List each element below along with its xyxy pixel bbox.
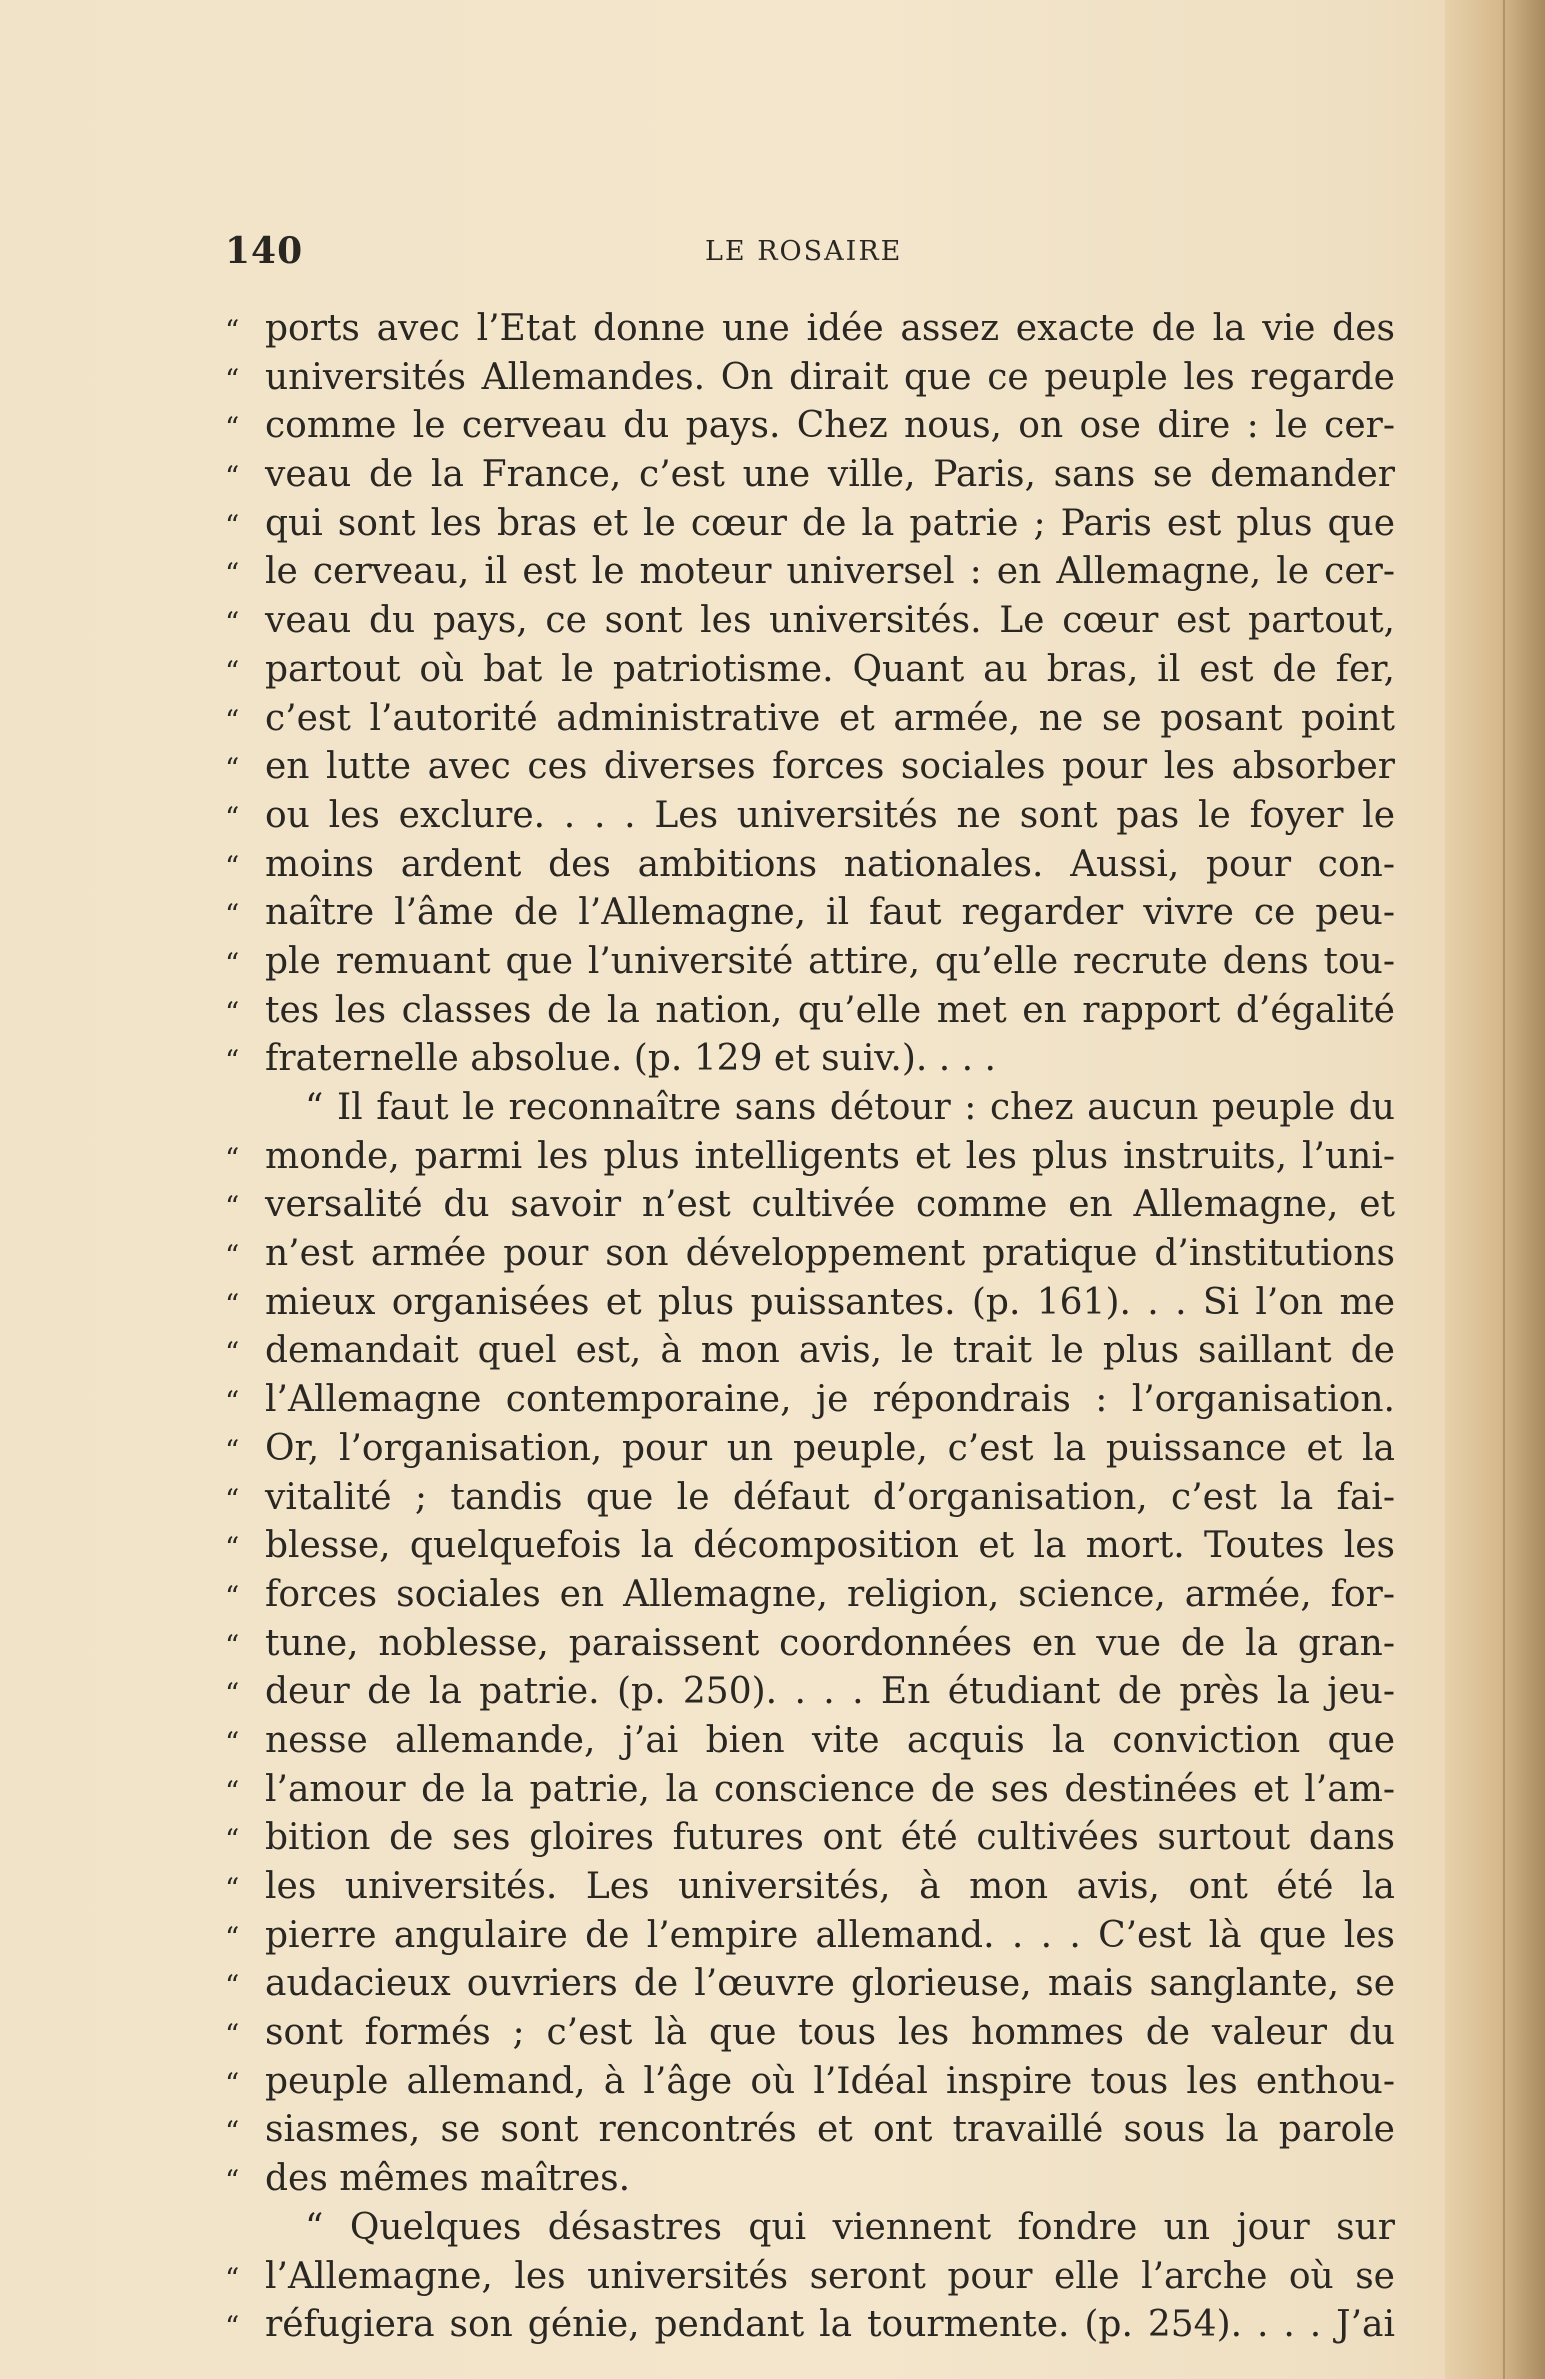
- text-line: [225, 2009, 1395, 2058]
- line-text: en lutte avec ces diverses forces sociales pour les absorber: [265, 746, 1395, 788]
- quote-mark: “: [225, 2018, 240, 2052]
- quote-mark: “: [225, 1433, 240, 1467]
- text-line: [225, 1814, 1395, 1863]
- text-line: [225, 743, 1395, 792]
- line-text: des mêmes maîtres.: [265, 2158, 631, 2200]
- text-line: [225, 1327, 1395, 1376]
- line-text: moins ardent des ambitions nationales. Aussi, pour con-: [265, 843, 1395, 885]
- text-line: [225, 305, 1395, 354]
- line-text: universités Allemandes. On dirait que ce peuple les regarde: [265, 356, 1395, 398]
- page-edge-line: [1503, 0, 1505, 2379]
- line-text: ou les exclure. . . . Les universités ne sont pas le foyer le: [265, 794, 1395, 836]
- line-text: mieux organisées et plus puissantes. (p. 161). . . Si l’on me: [265, 1281, 1395, 1323]
- text-line: [225, 354, 1395, 403]
- line-text: audacieux ouvriers de l’œuvre glorieuse, mais sanglante, se: [265, 1963, 1395, 2005]
- body-text: [225, 305, 1395, 2350]
- quote-mark: “: [225, 752, 240, 786]
- page-gutter-edge: [1445, 0, 1545, 2379]
- line-text: demandait quel est, à mon avis, le trait le plus saillant de: [265, 1330, 1395, 1372]
- text-line: [225, 2301, 1395, 2350]
- quote-mark: “: [225, 1823, 240, 1857]
- text-line: [225, 1863, 1395, 1912]
- text-line: [225, 938, 1395, 987]
- line-text: les universités. Les universités, à mon avis, ont été la: [265, 1866, 1395, 1907]
- text-line: [225, 2106, 1395, 2155]
- quote-mark: “: [225, 1239, 240, 1273]
- line-text: forces sociales en Allemagne, religion, science, armée, for-: [265, 1573, 1395, 1615]
- text-line: [225, 1571, 1395, 1620]
- text-line: [225, 1522, 1395, 1571]
- line-text: blesse, quelquefois la décomposition et la mort. Toutes les: [265, 1525, 1395, 1567]
- quote-mark: “: [225, 1725, 240, 1759]
- text-line: [225, 1912, 1395, 1961]
- line-text: siasmes, se sont rencontrés et ont travaillé sous la parole: [265, 2109, 1395, 2151]
- page-number: 140: [225, 230, 304, 272]
- quote-mark: “: [225, 995, 240, 1029]
- text-line: [225, 1279, 1395, 1328]
- quote-mark: “: [225, 1969, 240, 2003]
- line-text: partout où bat le patriotisme. Quant au bras, il est de fer,: [265, 648, 1395, 690]
- text-line: [225, 1133, 1395, 1182]
- text-line: [225, 1474, 1395, 1523]
- quote-mark: “: [225, 1336, 240, 1370]
- line-text: deur de la patrie. (p. 250). . . . En étudiant de près la jeu-: [265, 1671, 1395, 1713]
- text-line: [225, 451, 1395, 500]
- text-line: [225, 1425, 1395, 1474]
- quote-mark: “: [225, 1141, 240, 1175]
- quote-mark: “: [225, 703, 240, 737]
- text-line: [225, 2253, 1395, 2302]
- quote-mark: “: [225, 1287, 240, 1321]
- line-text: Or, l’organisation, pour un peuple, c’est la puissance et la: [265, 1427, 1395, 1469]
- paragraph-start-line: [225, 1084, 1395, 1133]
- quote-mark: “: [225, 2115, 240, 2149]
- text-line: [225, 889, 1395, 938]
- running-title: LE ROSAIRE: [705, 236, 903, 267]
- text-line: [225, 548, 1395, 597]
- text-line: [225, 792, 1395, 841]
- line-text: ports avec l’Etat donne une idée assez exacte de la vie des: [265, 308, 1395, 349]
- line-text: veau du pays, ce sont les universités. Le cœur est partout,: [265, 600, 1395, 642]
- line-text: qui sont les bras et le cœur de la patrie ; Paris est plus que: [265, 502, 1395, 544]
- line-text: n’est armée pour son développement pratique d’institutions: [265, 1233, 1395, 1275]
- text-line: [225, 1181, 1395, 1230]
- quote-mark: “: [225, 800, 240, 834]
- text-line: [225, 2058, 1395, 2107]
- text-line: [225, 841, 1395, 890]
- quote-mark: “: [225, 1044, 240, 1078]
- quote-mark: “: [225, 1677, 240, 1711]
- line-text: sont formés ; c’est là que tous les hommes de valeur du: [265, 2012, 1395, 2054]
- text-line: [225, 402, 1395, 451]
- text-line: [225, 695, 1395, 744]
- line-text: fraternelle absolue. (p. 129 et suiv.). . . .: [265, 1038, 996, 1080]
- line-text: l’Allemagne, les universités seront pour elle l’arche où se: [265, 2255, 1395, 2297]
- quote-mark: “: [225, 1920, 240, 1954]
- quote-mark: “: [225, 557, 240, 591]
- quote-mark: “: [225, 2066, 240, 2100]
- quote-mark: “: [225, 2261, 240, 2295]
- line-text: comme le cerveau du pays. Chez nous, on ose dire : le cer-: [265, 405, 1395, 447]
- line-text: le cerveau, il est le moteur universel : en Allemagne, le cer-: [265, 551, 1395, 593]
- quote-mark: “: [225, 654, 240, 688]
- quote-mark: “: [225, 1628, 240, 1662]
- quote-mark: “: [225, 508, 240, 542]
- line-text: réfugiera son génie, pendant la tourmente. (p. 254). . . . J’ai: [265, 2304, 1395, 2346]
- text-line: [225, 1620, 1395, 1669]
- line-text: ple remuant que l’université attire, qu’elle recrute dens tou-: [265, 940, 1395, 982]
- quote-mark: “: [225, 314, 240, 347]
- line-text: peuple allemand, à l’âge où l’Idéal inspire tous les enthou-: [265, 2060, 1395, 2102]
- line-text: “ Il faut le reconnaître sans détour : chez aucun peuple du: [305, 1087, 1395, 1128]
- text-line: [225, 2155, 1395, 2204]
- text-line: [225, 1717, 1395, 1766]
- line-text: l’Allemagne contemporaine, je répondrais : l’organisation.: [265, 1379, 1395, 1421]
- quote-mark: “: [225, 1190, 240, 1224]
- line-text: “ Quelques désastres qui viennent fondre un jour sur: [305, 2206, 1395, 2248]
- quote-mark: “: [225, 1579, 240, 1613]
- line-text: nesse allemande, j’ai bien vite acquis la conviction que: [265, 1719, 1395, 1761]
- line-text: naître l’âme de l’Allemagne, il faut regarder vivre ce peu-: [265, 892, 1395, 934]
- text-line: [225, 1376, 1395, 1425]
- line-text: tes les classes de la nation, qu’elle met en rapport d’égalité: [265, 989, 1395, 1031]
- text-line: [225, 1668, 1395, 1717]
- quote-mark: “: [225, 460, 240, 494]
- text-line: [225, 987, 1395, 1036]
- line-text: vitalité ; tandis que le défaut d’organisation, c’est la fai-: [265, 1476, 1395, 1518]
- text-line: [225, 1960, 1395, 2009]
- quote-mark: “: [225, 946, 240, 980]
- quote-mark: “: [225, 1531, 240, 1565]
- quote-mark: “: [225, 411, 240, 445]
- line-text: pierre angulaire de l’empire allemand. . . . C’est là que les: [265, 1914, 1395, 1956]
- text-line: [225, 646, 1395, 695]
- quote-mark: “: [225, 1385, 240, 1419]
- quote-mark: “: [225, 1872, 240, 1905]
- quote-mark: “: [225, 606, 240, 640]
- quote-mark: “: [225, 1774, 240, 1808]
- page-header: [225, 230, 1395, 280]
- paragraph-start-line: [225, 2204, 1395, 2253]
- quote-mark: “: [225, 362, 240, 396]
- text-line: [225, 500, 1395, 549]
- text-line: [225, 597, 1395, 646]
- text-line: [225, 1035, 1395, 1084]
- line-text: monde, parmi les plus intelligents et les plus instruits, l’uni-: [265, 1135, 1395, 1177]
- quote-mark: “: [225, 898, 240, 932]
- line-text: veau de la France, c’est une ville, Paris, sans se demander: [265, 454, 1395, 496]
- line-text: bition de ses gloires futures ont été cultivées surtout dans: [265, 1817, 1395, 1859]
- line-text: tune, noblesse, paraissent coordonnées en vue de la gran-: [265, 1622, 1395, 1664]
- quote-mark: “: [225, 1482, 240, 1516]
- line-text: c’est l’autorité administrative et armée, ne se posant point: [265, 697, 1395, 739]
- quote-mark: “: [225, 849, 240, 883]
- quote-mark: “: [225, 2164, 240, 2198]
- quote-mark: “: [225, 2310, 240, 2344]
- text-line: [225, 1766, 1395, 1815]
- line-text: l’amour de la patrie, la conscience de ses destinées et l’am-: [265, 1768, 1395, 1810]
- text-line: [225, 1230, 1395, 1279]
- line-text: versalité du savoir n’est cultivée comme en Allemagne, et: [265, 1184, 1395, 1226]
